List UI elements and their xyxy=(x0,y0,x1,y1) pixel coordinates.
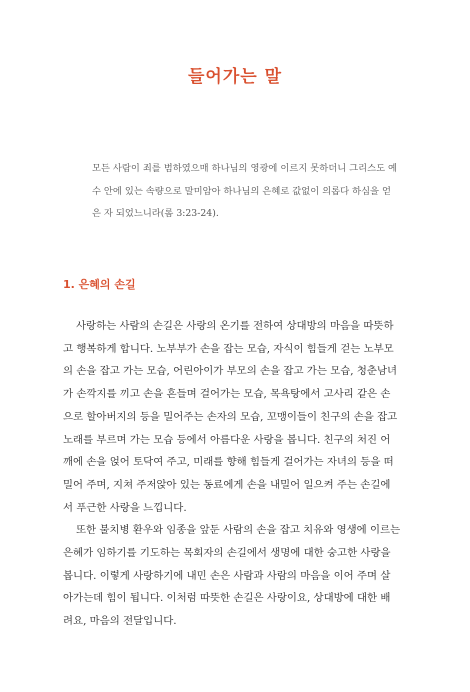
epigraph-quote xyxy=(92,158,398,226)
chapter-title: 들어가는 말 xyxy=(187,67,283,87)
paragraph-line: 서 푸근한 사랑을 느낍니다. xyxy=(63,501,187,514)
paragraph-line: 으로 할아버지의 등을 밀어주는 손자의 모습, 꼬맹이들이 친구의 손을 잡고 xyxy=(63,410,398,423)
paragraph-line: 려요, 마음의 전달입니다. xyxy=(63,615,177,628)
paragraph-line: 노래를 부르며 가는 모습 등에서 아름다운 사랑을 봅니다. 친구의 처진 어 xyxy=(63,433,391,446)
paragraph-line: 또한 불치병 환우와 임종을 앞둔 사람의 손을 잡고 치유와 영생에 이르는 xyxy=(76,524,401,537)
epigraph-line: 모든 사람이 죄를 범하였으매 하나님의 영광에 이르지 못하더니 그리스도 예 xyxy=(92,163,398,174)
paragraph-line: 깨에 손을 얹어 토닥여 주고, 미래를 향해 힘들게 걸어가는 자녀의 등을 떠 xyxy=(63,456,394,469)
paragraph xyxy=(63,519,425,633)
paragraph-line: 사랑하는 사람의 손길은 사랑의 온기를 전하여 상대방의 마음을 따뜻하 xyxy=(76,320,394,332)
body-text xyxy=(63,315,425,633)
paragraph-line: 은혜가 임하기를 기도하는 목회자의 손길에서 생명에 대한 숭고한 사랑을 xyxy=(63,547,391,560)
epigraph-line: 은 자 되었느니라(롬 3:23-24). xyxy=(92,208,219,219)
paragraph-line: 의 손을 잡고 가는 모습, 어린아이가 부모의 손을 잡고 가는 모습, 청춘남녀 xyxy=(63,365,398,378)
paragraph-line: 봅니다. 이렇게 사랑하기에 내민 손은 사람과 사람의 마음을 이어 주며 살 xyxy=(63,569,391,582)
paragraph xyxy=(63,315,425,519)
paragraph-line: 고 행복하게 합니다. 노부부가 손을 잡는 모습, 자식이 힘들게 걷는 노부모 xyxy=(63,342,394,355)
section-heading: 1. 은혜의 손길 xyxy=(63,278,136,291)
paragraph-line: 가 손깍지를 끼고 손을 흔들며 걸어가는 모습, 목욕탕에서 고사리 같은 손 xyxy=(63,388,391,401)
epigraph-line: 수 안에 있는 속량으로 말미암아 하나님의 은혜로 값없이 의롭다 하심을 얻 xyxy=(92,185,391,197)
paragraph-line: 아가는데 힘이 됩니다. 이처럼 따뜻한 손길은 사랑이요, 상대방에 대한 배 xyxy=(63,592,391,605)
paragraph-line: 밀어 주며, 지쳐 주저앉아 있는 동료에게 손을 내밀어 일으켜 주는 손길에 xyxy=(63,478,391,491)
